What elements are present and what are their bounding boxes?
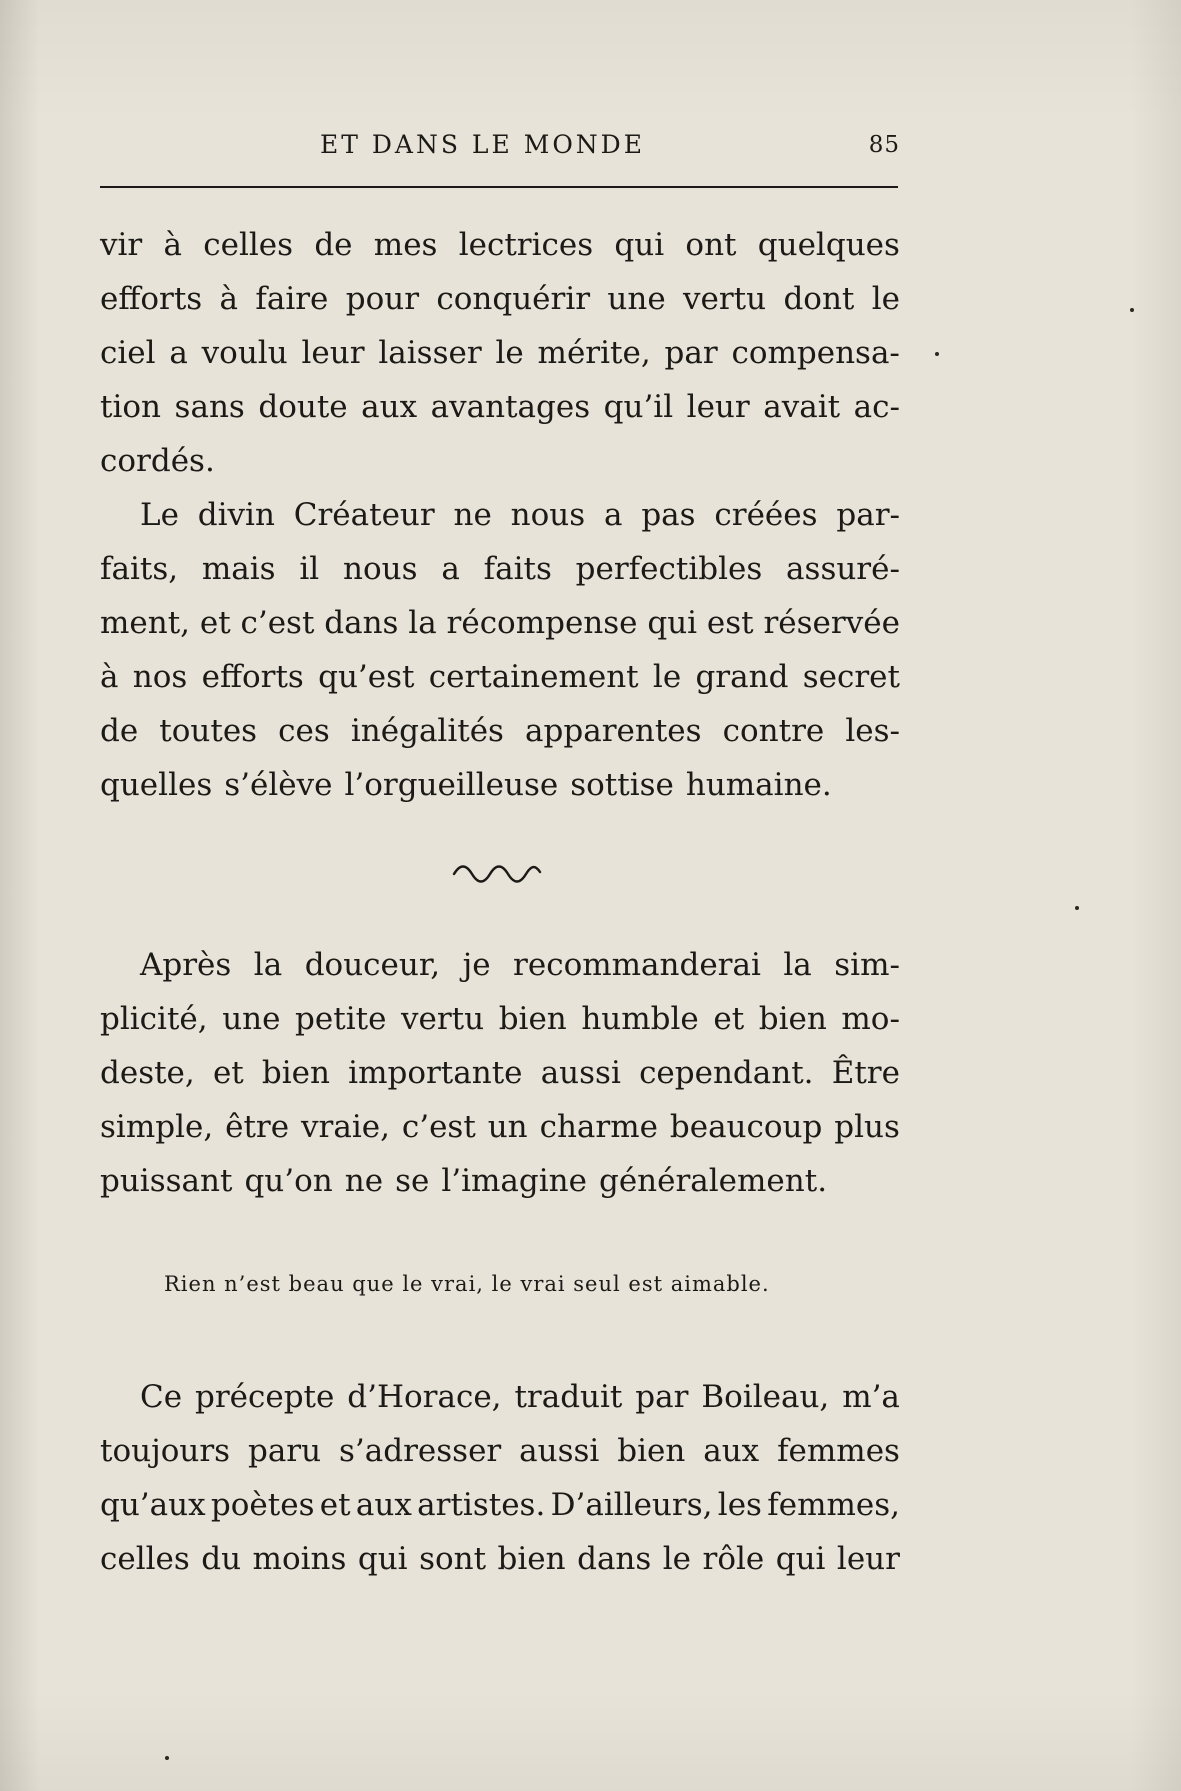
word: recommanderai	[513, 947, 761, 983]
word: dont	[783, 281, 855, 317]
word: lectrices	[458, 227, 594, 263]
word: a	[441, 551, 460, 587]
text-line	[100, 1478, 900, 1532]
word: et	[319, 1487, 351, 1523]
word: grand	[695, 659, 789, 695]
wavy-ornament-icon	[452, 860, 542, 886]
word: sans	[174, 389, 245, 425]
word: par-	[836, 497, 900, 533]
text-line	[100, 1370, 900, 1424]
word: il	[299, 551, 320, 587]
word: bien	[758, 1001, 827, 1037]
word: s’adresser	[339, 1433, 502, 1469]
word: celles	[100, 1541, 190, 1577]
word: aux	[703, 1433, 760, 1469]
word: généralement.	[598, 1163, 828, 1199]
word: celles	[203, 227, 294, 263]
word: leur	[686, 389, 750, 425]
text-line	[100, 1532, 900, 1586]
word: aussi	[519, 1433, 600, 1469]
word: doute	[258, 389, 348, 425]
word: est	[706, 605, 754, 641]
word: cordés.	[100, 443, 215, 479]
paragraph-3	[100, 938, 900, 1208]
word: qui	[775, 1541, 826, 1577]
page-number: 85	[868, 132, 900, 158]
word: sim-	[834, 947, 900, 983]
word: D’ailleurs,	[550, 1487, 713, 1523]
text-line	[100, 434, 900, 488]
word: assuré-	[786, 551, 900, 587]
word: par	[664, 335, 718, 371]
word: artistes.	[417, 1487, 546, 1523]
text-line	[100, 272, 900, 326]
word: vertu	[401, 1001, 485, 1037]
word: femmes,	[767, 1487, 900, 1523]
paragraph-1	[100, 218, 900, 812]
word: être	[225, 1109, 290, 1145]
word: je	[462, 947, 491, 983]
word: le	[662, 1541, 692, 1577]
word: paru	[247, 1433, 322, 1469]
word: aux	[361, 389, 418, 425]
word: rôle	[702, 1541, 765, 1577]
word: puissant	[100, 1163, 233, 1199]
word: qui	[647, 605, 698, 641]
word: la	[783, 947, 812, 983]
word: faits,	[100, 551, 179, 587]
word: d’Horace,	[347, 1379, 502, 1415]
text-line	[100, 542, 900, 596]
word: qu’aux	[100, 1487, 206, 1523]
word: Après	[140, 947, 232, 983]
text-line	[100, 1046, 900, 1100]
word: la	[253, 947, 283, 983]
word: nos	[132, 659, 188, 695]
word: ne	[344, 1163, 384, 1199]
text-line	[100, 1100, 900, 1154]
word: quelques	[757, 227, 900, 263]
word: efforts	[201, 659, 304, 695]
word: un	[487, 1109, 528, 1145]
word: se	[395, 1163, 430, 1199]
word: par	[635, 1379, 689, 1415]
word: tion	[100, 389, 162, 425]
header-rule	[100, 186, 898, 188]
word: poètes	[210, 1487, 315, 1523]
word: à	[163, 227, 182, 263]
word: secret	[802, 659, 900, 695]
word: douceur,	[304, 947, 441, 983]
word: beaucoup	[669, 1109, 823, 1145]
word: importante	[348, 1055, 523, 1091]
word: qu’il	[603, 389, 674, 425]
word: Le	[140, 497, 179, 533]
word: Boileau,	[701, 1379, 830, 1415]
word: l’orgueilleuse	[344, 767, 559, 803]
word: pour	[345, 281, 420, 317]
word: simple,	[100, 1109, 214, 1145]
word: conquérir	[436, 281, 591, 317]
page-header	[100, 130, 900, 160]
word: ne	[453, 497, 492, 533]
paragraph-4	[100, 1370, 900, 1586]
word: ment,	[100, 605, 191, 641]
word: avantages	[430, 389, 591, 425]
word: une	[607, 281, 666, 317]
word: à	[100, 659, 119, 695]
word: charme	[539, 1109, 658, 1145]
word: aux	[355, 1487, 412, 1523]
word: sottise	[570, 767, 674, 803]
word: s’élève	[224, 767, 333, 803]
word: traduit	[514, 1379, 623, 1415]
word: dans	[577, 1541, 652, 1577]
word: les-	[845, 713, 900, 749]
word: créées	[714, 497, 818, 533]
word: laisser	[378, 335, 482, 371]
word: dans	[324, 605, 399, 641]
word: contre	[722, 713, 825, 749]
word: mais	[201, 551, 276, 587]
quotation-line: Rien n’est beau que le vrai, le vrai seul est aimable.	[164, 1272, 770, 1296]
text-line	[100, 596, 900, 650]
word: vraie,	[301, 1109, 390, 1145]
word: ac-	[853, 389, 900, 425]
word: petite	[295, 1001, 387, 1037]
word: toutes	[159, 713, 258, 749]
word: ciel	[100, 335, 156, 371]
word: humble	[581, 1001, 699, 1037]
word: qui	[614, 227, 665, 263]
running-title: ET DANS LE MONDE	[320, 130, 645, 159]
word: apparentes	[525, 713, 702, 749]
word: précepte	[194, 1379, 335, 1415]
margin-speck	[1075, 906, 1079, 910]
word: compensa-	[731, 335, 900, 371]
word: voulu	[201, 335, 288, 371]
word: perfectibles	[575, 551, 763, 587]
word: leur	[836, 1541, 900, 1577]
word: inégalités	[350, 713, 504, 749]
word: a	[169, 335, 188, 371]
word: bien	[261, 1055, 330, 1091]
word: récompense	[446, 605, 638, 641]
word: les	[717, 1487, 762, 1523]
word: c’est	[240, 605, 315, 641]
word: deste,	[100, 1055, 195, 1091]
text-line	[100, 326, 900, 380]
word: certainement	[428, 659, 639, 695]
word: femmes	[777, 1433, 900, 1469]
word: moins	[252, 1541, 347, 1577]
margin-speck	[1130, 308, 1134, 312]
word: une	[222, 1001, 281, 1037]
text-line	[100, 704, 900, 758]
word: Ce	[140, 1379, 183, 1415]
word: vertu	[683, 281, 767, 317]
word: le	[871, 281, 900, 317]
word: leur	[301, 335, 365, 371]
word: quelles	[100, 767, 213, 803]
word: Créateur	[293, 497, 435, 533]
text-line	[100, 1424, 900, 1478]
word: faits	[483, 551, 552, 587]
text-line	[100, 992, 900, 1046]
word: toujours	[100, 1433, 231, 1469]
word: c’est	[401, 1109, 476, 1145]
word: faire	[255, 281, 329, 317]
word: mo-	[841, 1001, 900, 1037]
word: de	[100, 713, 139, 749]
word: efforts	[100, 281, 203, 317]
word: le	[495, 335, 524, 371]
word: vir	[100, 227, 143, 263]
word: pas	[641, 497, 696, 533]
text-line	[100, 758, 900, 812]
word: qui	[357, 1541, 408, 1577]
margin-speck	[165, 1756, 169, 1760]
word: bien	[617, 1433, 686, 1469]
word: mérite,	[537, 335, 651, 371]
word: aussi	[540, 1055, 621, 1091]
word: la	[408, 605, 437, 641]
word: sont	[419, 1541, 487, 1577]
word: le	[652, 659, 682, 695]
word: plus	[834, 1109, 900, 1145]
text-line	[100, 1154, 900, 1208]
word: plicité,	[100, 1001, 208, 1037]
word: Être	[831, 1055, 900, 1091]
word: réservée	[763, 605, 900, 641]
word: et	[199, 605, 231, 641]
word: nous	[343, 551, 418, 587]
word: avait	[763, 389, 841, 425]
word: du	[201, 1541, 242, 1577]
word: et	[713, 1001, 745, 1037]
word: divin	[197, 497, 275, 533]
word: ont	[685, 227, 737, 263]
text-line	[100, 488, 900, 542]
word: l’imagine	[441, 1163, 587, 1199]
word: à	[219, 281, 239, 317]
text-line	[100, 218, 900, 272]
text-line	[100, 380, 900, 434]
word: bien	[498, 1001, 567, 1037]
word: bien	[497, 1541, 566, 1577]
word: et	[212, 1055, 244, 1091]
margin-speck	[935, 352, 939, 356]
word: de	[314, 227, 353, 263]
word: cependant.	[639, 1055, 814, 1091]
word: a	[604, 497, 623, 533]
word: humaine.	[685, 767, 832, 803]
word: ces	[278, 713, 330, 749]
word: mes	[373, 227, 438, 263]
word: nous	[510, 497, 586, 533]
text-line	[100, 938, 900, 992]
word: qu’on	[244, 1163, 333, 1199]
word: qu’est	[318, 659, 415, 695]
text-line	[100, 650, 900, 704]
word: m’a	[842, 1379, 900, 1415]
